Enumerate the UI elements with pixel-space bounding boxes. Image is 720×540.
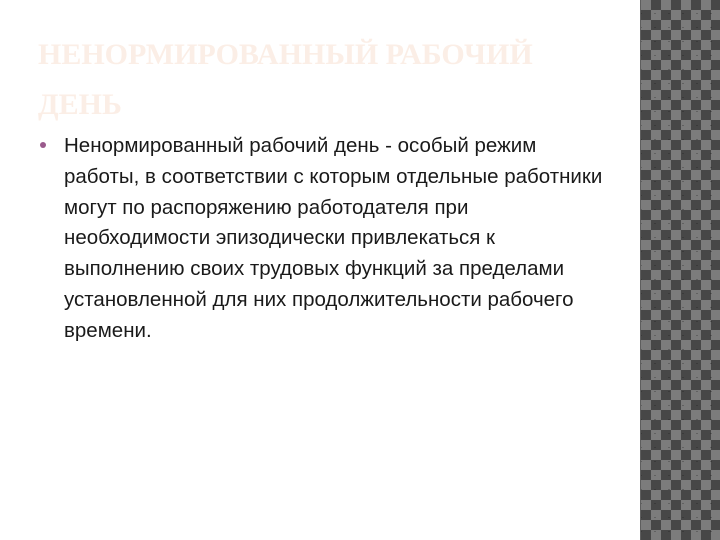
slide-title: НЕНОРМИРОВАННЫЙ РАБОЧИЙ ДЕНЬ [38, 38, 533, 121]
bullet-item [40, 131, 610, 347]
bullet-text: Ненормированный рабочий день - особый режим работы, в соответствии с которым отдельные работники могут по распоряжению работодателя при необходимости эпизодически привлекаться к выполнению своих трудовых функций за пределами установленной для них продолжительности рабочего времени. [64, 134, 603, 342]
decorative-pattern-strip [640, 0, 720, 540]
bullet-dot-icon [40, 142, 46, 148]
slide-content [40, 131, 610, 347]
pattern-overlay [641, 0, 720, 540]
